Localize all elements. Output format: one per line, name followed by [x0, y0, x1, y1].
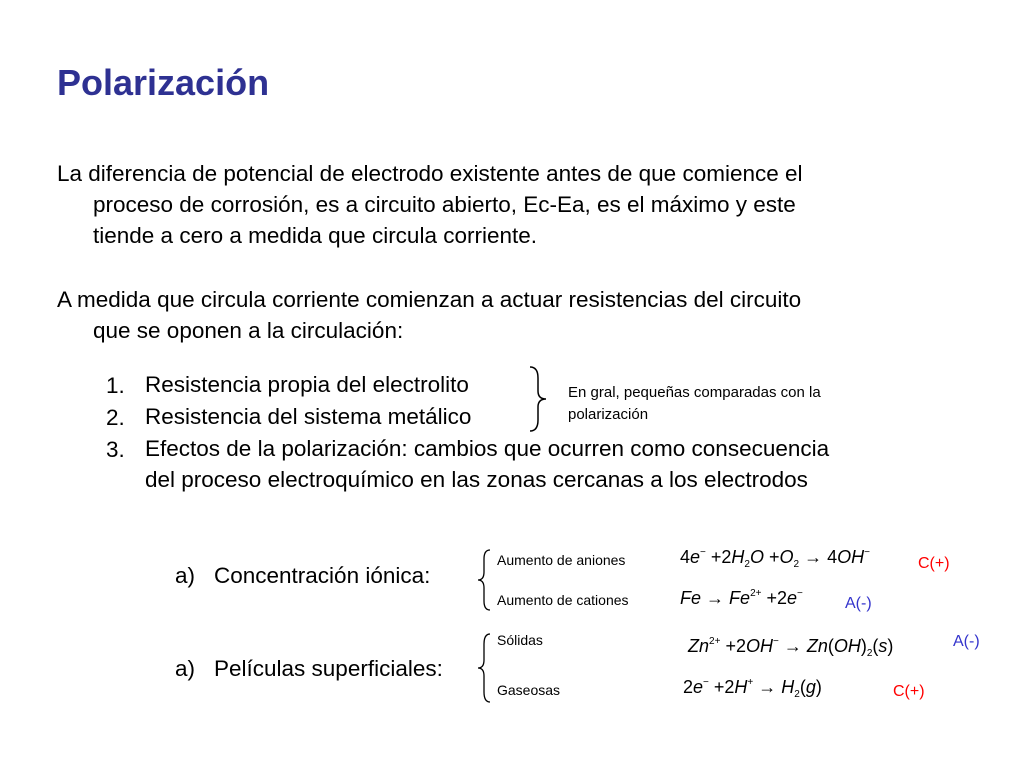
eq-symbol: H: [731, 547, 745, 567]
eq-symbol: OH: [745, 636, 773, 656]
eq-subscript: 2: [793, 559, 800, 570]
sub-item-text: Concentración iónica:: [214, 563, 431, 588]
eq-symbol: O: [779, 547, 794, 567]
eq-state: g: [805, 677, 816, 697]
list-number: 1.: [106, 373, 125, 398]
eq-symbol: e: [787, 588, 798, 608]
paragraph-1-line-1: La diferencia de potencial de electrodo existente antes de que comience el: [57, 161, 803, 186]
eq-op: +: [769, 547, 780, 567]
eq-charge: −: [797, 588, 803, 599]
eq-paren: ): [887, 636, 894, 656]
eq-symbol: Fe: [680, 588, 702, 608]
eq-symbol: e: [693, 677, 704, 697]
equation-reduccion-oxigeno: [680, 547, 870, 570]
eq-symbol: Zn: [806, 636, 828, 656]
tag-catodo-1: C(+): [918, 555, 950, 572]
list-text: Resistencia del sistema metálico: [145, 404, 472, 429]
case-gaseosas: Gaseosas: [497, 682, 561, 698]
list-text: Resistencia propia del electrolito: [145, 372, 469, 397]
equation-hidrogeno: [683, 677, 822, 700]
eq-op: +2: [710, 547, 732, 567]
eq-coef: 2: [683, 677, 694, 697]
brace-note-line-2: polarización: [568, 406, 649, 423]
eq-charge: −: [864, 547, 870, 558]
tag-catodo-2: C(+): [893, 683, 925, 700]
eq-charge: 2+: [750, 588, 762, 599]
eq-arrow: →: [706, 588, 725, 608]
eq-symbol: e: [690, 547, 701, 567]
equation-oxidacion-hierro: [680, 588, 803, 609]
case-aumento-cationes: Aumento de cationes: [497, 592, 629, 608]
eq-arrow: →: [804, 547, 823, 567]
eq-symbol: OH: [833, 636, 861, 656]
eq-paren: (: [827, 636, 834, 656]
eq-paren: ): [815, 677, 822, 697]
case-aumento-aniones: Aumento de aniones: [497, 552, 626, 568]
sub-item-label: a): [175, 656, 196, 681]
eq-paren: (: [799, 677, 806, 697]
eq-paren: (: [872, 636, 879, 656]
eq-op: +2: [766, 588, 788, 608]
eq-symbol: O: [749, 547, 764, 567]
eq-state: s: [878, 636, 888, 656]
eq-subscript: 2: [866, 648, 873, 659]
paragraph-2-line-2: que se oponen a la circulación:: [93, 318, 404, 343]
eq-coef: 4: [827, 547, 838, 567]
list-number: 2.: [106, 405, 125, 430]
brace-note-line-1: En gral, pequeñas comparadas con la: [568, 384, 821, 401]
eq-symbol: H: [781, 677, 795, 697]
eq-paren: ): [860, 636, 867, 656]
eq-charge: −: [772, 636, 779, 647]
eq-subscript: 2: [744, 559, 750, 570]
paragraph-2-line-1: A medida que circula corriente comienzan a actuar resistencias del circuito: [57, 287, 802, 312]
eq-op: +2: [725, 636, 746, 656]
eq-charge: 2+: [709, 636, 721, 647]
page-title: Polarización: [57, 62, 270, 103]
eq-symbol: Fe: [729, 588, 751, 608]
list-number: 3.: [106, 437, 125, 462]
eq-subscript: 2: [794, 689, 800, 700]
eq-charge: −: [700, 547, 706, 558]
list-text: del proceso electroquímico en las zonas cercanas a los electrodos: [145, 467, 808, 492]
brace-icon: [524, 366, 554, 432]
eq-charge: +: [747, 677, 754, 688]
eq-symbol: OH: [837, 547, 865, 567]
paragraph-1-line-2: proceso de corrosión, es a circuito abierto, Ec-Ea, es el máximo y este: [93, 192, 796, 217]
eq-arrow: →: [758, 677, 777, 697]
sub-item-label: a): [175, 563, 196, 588]
eq-op: +2: [713, 677, 735, 697]
equation-hidroxido-zinc: [688, 636, 893, 659]
eq-coef: 4: [680, 547, 691, 567]
eq-charge: −: [703, 677, 709, 688]
eq-symbol: H: [734, 677, 748, 697]
case-solidas: Sólidas: [497, 632, 543, 648]
list-text: Efectos de la polarización: cambios que ocurren como consecuencia: [145, 436, 830, 461]
paragraph-1-line-3: tiende a cero a medida que circula corriente.: [93, 223, 538, 248]
eq-arrow: →: [783, 636, 802, 656]
tag-anodo-1: A(-): [845, 595, 872, 612]
tag-anodo-2: A(-): [953, 633, 980, 650]
eq-symbol: Zn: [688, 636, 710, 656]
sub-item-text: Películas superficiales:: [214, 656, 443, 681]
